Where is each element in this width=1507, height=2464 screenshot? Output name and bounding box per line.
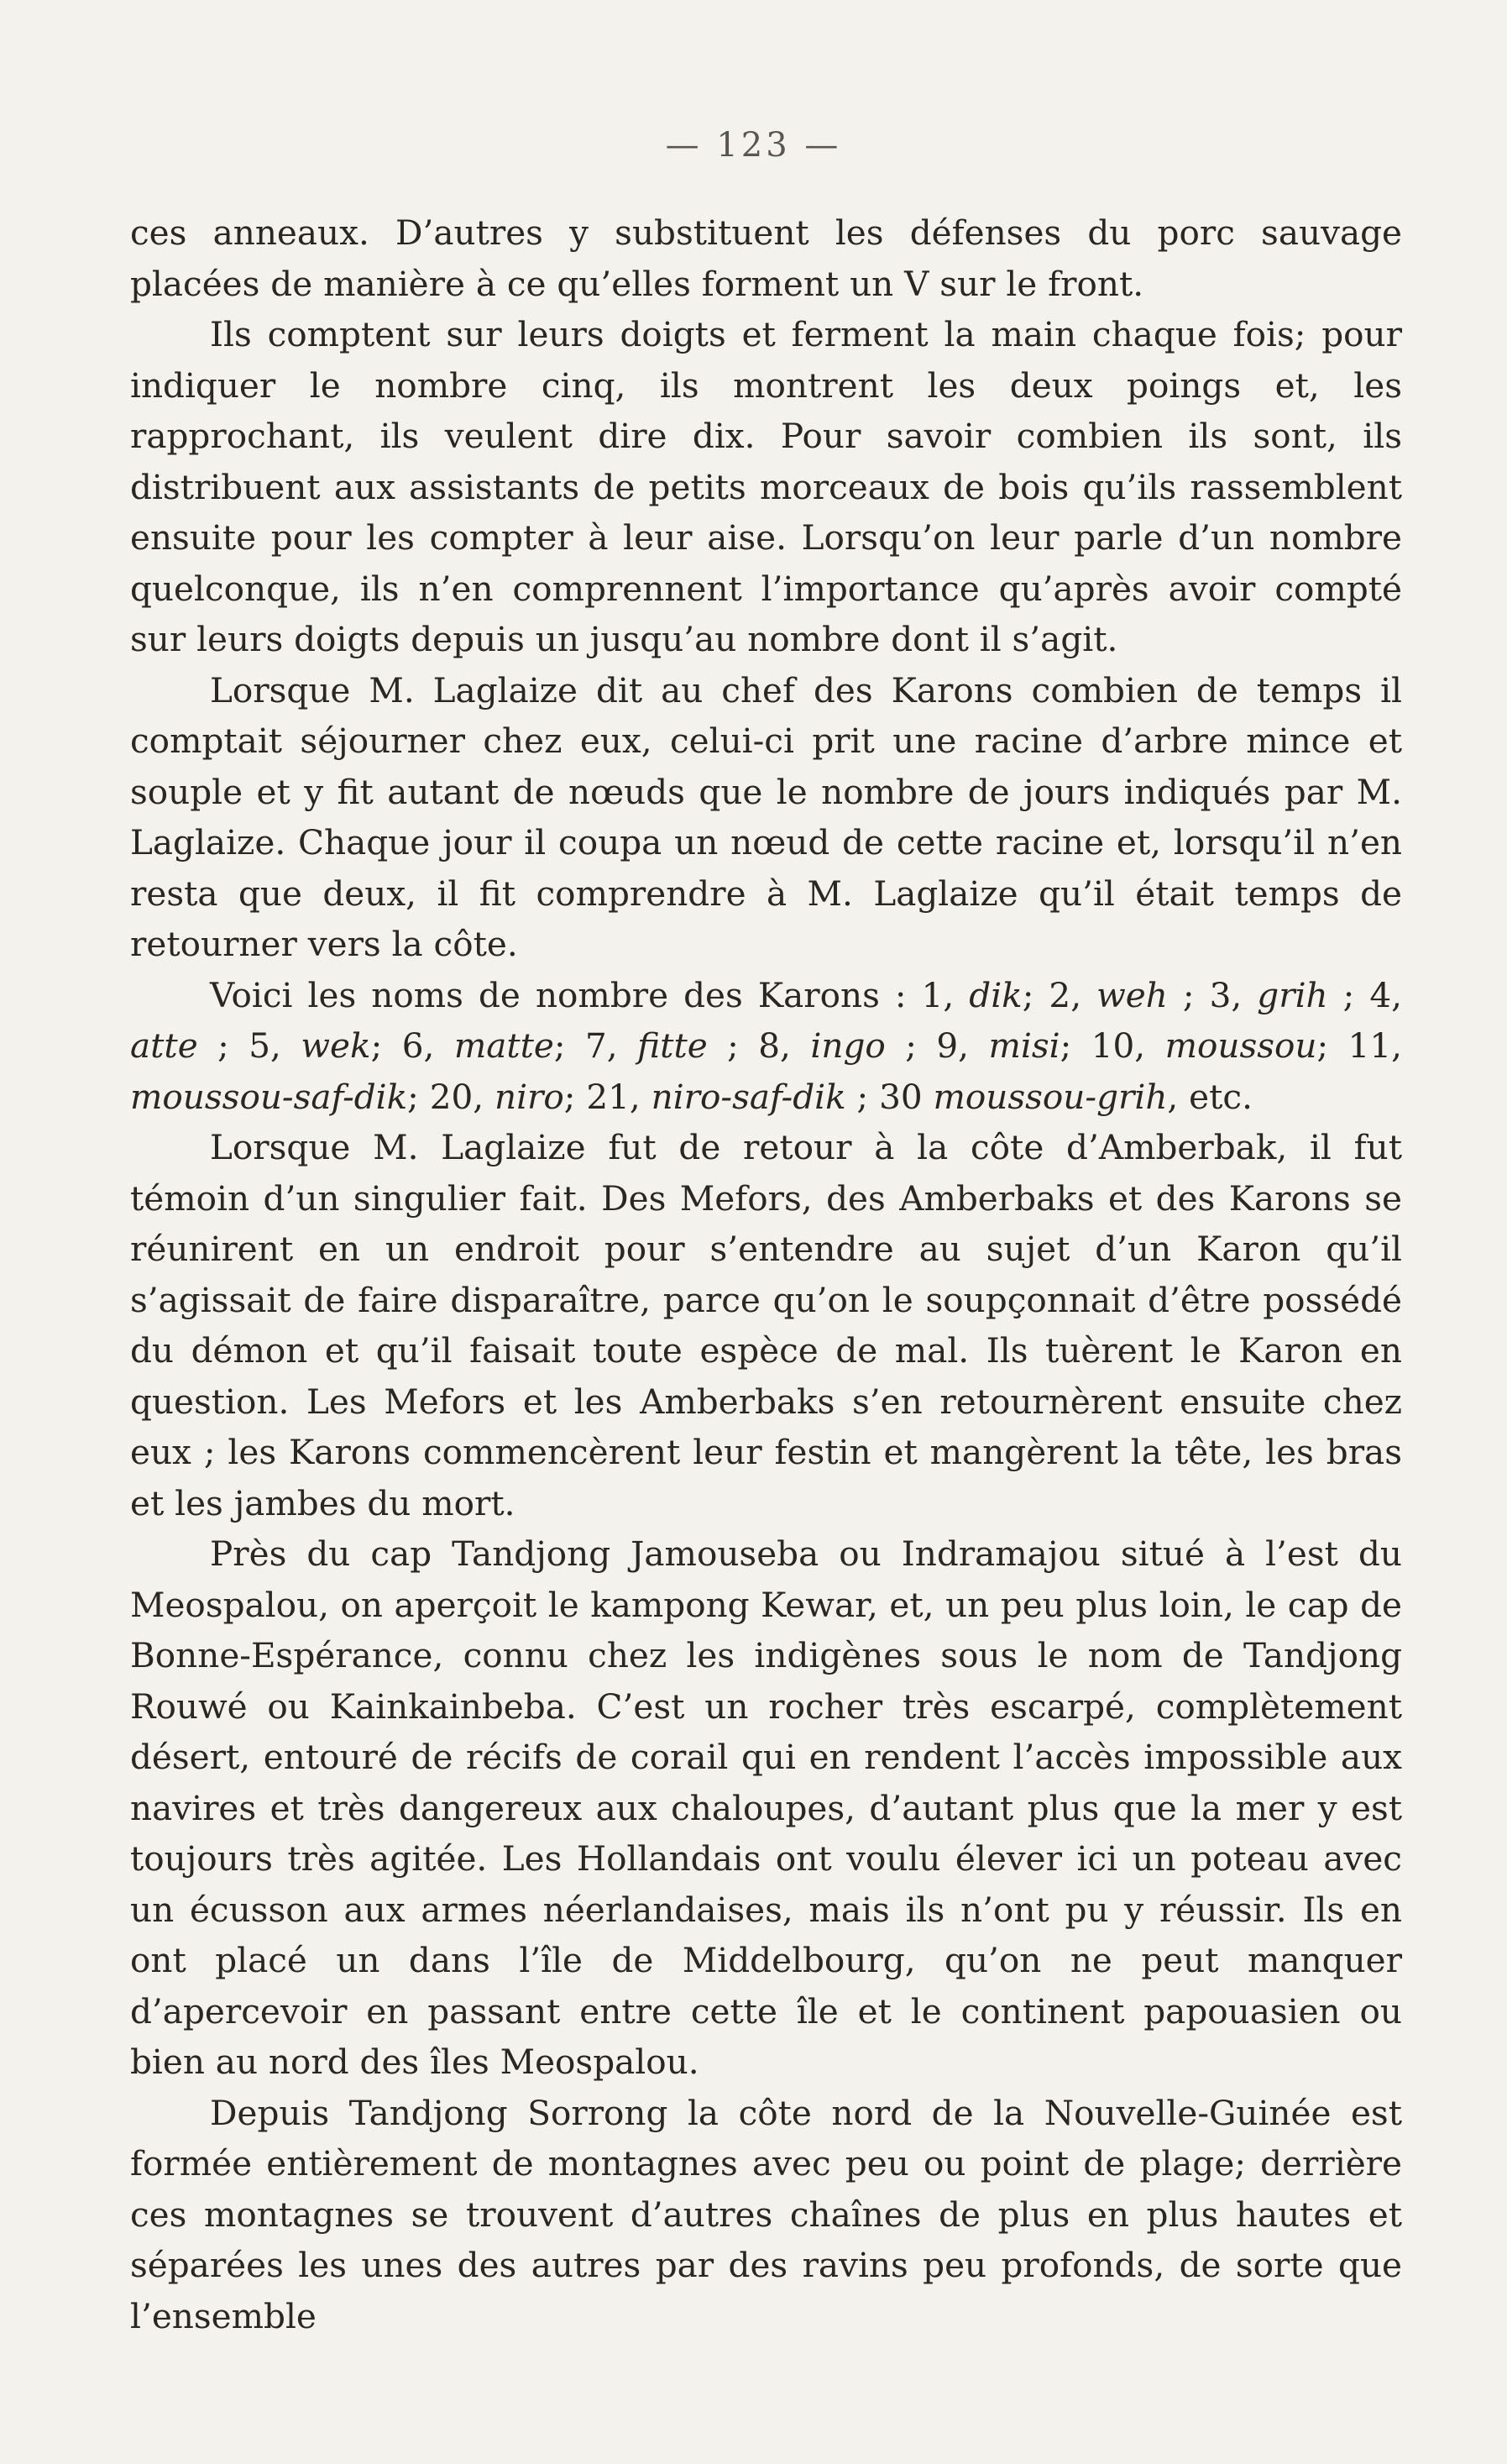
number-separator: ; (885, 1025, 937, 1066)
number-value: 9, (936, 1025, 989, 1066)
number-word: fitte (637, 1025, 708, 1066)
paragraph: Ils comptent sur leurs doigts et ferment la main chaque fois; pour indiquer le nombre cinq, ils montrent les deux poings et, les rapprochant, ils veulent dire dix. Pour savoir combien ils sont, ils distribuent aux assistants de petits morceaux de bois qu’ils rassemblent ensuite pour les compter à leur aise. Lorsqu’on leur parle d’un nombre quelconque, ils n’en comprennent l’importance qu’après avoir compté sur leurs doigts depuis un jusqu’au nombre dont il s’agit. (130, 314, 1402, 659)
page-number: — 123 — (665, 126, 842, 165)
number-names-intro: Voici les noms de nombre des Karons : (210, 974, 922, 1015)
paragraph: Près du cap Tandjong Jamouseba ou Indramajou situé à l’est du Meospalou, on aperçoit le kampong Kewar, et, un peu plus loin, le cap de Bonne-Espérance, connu chez les indigènes sous le nom de Tandjong Rouwé ou Kainkainbeba. C’est un rocher très escarpé, complètement désert, entouré de récifs de corail qui en rendent l’accès impossible aux navires et très dangereux aux chaloupes, d’autant plus que la mer y est toujours très agitée. Les Hollandais ont voulu élever ici un poteau avec un écusson aux armes néerlandaises, mais ils n’ont pu y réussir. Ils en ont placé un dans l’île de Middelbourg, qu’on ne peut manquer d’apercevoir en passant entre cette île et le continent papouasien ou bien au nord des îles Meospalou. (130, 1533, 1402, 2082)
number-value: 1, (921, 974, 970, 1015)
number-value: 30 (879, 1076, 934, 1117)
number-value: 5, (249, 1025, 301, 1066)
number-word: moussou-grih (933, 1076, 1168, 1117)
number-word: atte (130, 1025, 198, 1066)
number-value: 21, (586, 1076, 651, 1117)
number-separator: ; (563, 1076, 587, 1117)
number-word: misi (988, 1025, 1060, 1066)
number-names-paragraph (130, 970, 1402, 1123)
paragraph: Lorsque M. Laglaize fut de retour à la côte d’Amberbak, il fut témoin d’un singulier fait. Des Mefors, des Amberbaks et des Karons se réunirent en un endroit pour s’entendre au sujet d’un Karon qu’il s’agissait de faire disparaître, parce qu’on le soupçonnait d’être possédé du démon et qu’il faisait toute espèce de mal. Ils tuèrent le Karon en question. Les Mefors et les Amberbaks s’en retournèrent ensuite chez eux ; les Karons commencèrent leur festin et mangèrent la tête, les bras et les jambes du mort. (130, 1127, 1402, 1523)
number-separator: ; (1060, 1025, 1091, 1066)
number-value: 4, (1369, 974, 1403, 1015)
number-word: grih (1257, 974, 1328, 1015)
paragraph: Depuis Tandjong Sorrong la côte nord de la Nouvelle-Guinée est formée entièrement de montagnes avec peu ou point de plage; derrière ces montagnes se trouvent d’autres chaînes de plus en plus hautes et séparées les unes des autres par des ravins peu profonds, de sorte que l’ensemble (130, 2092, 1402, 2336)
paragraph: Lorsque M. Laglaize dit au chef des Karons combien de temps il comptait séjourner chez eux, celui-ci prit une racine d’arbre mince et souple et y fit autant de nœuds que le nombre de jours indiqués par M. Laglaize. Chaque jour il coupa un nœud de cette racine et, lorsqu’il n’en resta que deux, il fit comprendre à M. Laglaize qu’il était temps de retourner vers la côte. (130, 669, 1402, 964)
number-separator: ; (1316, 1025, 1348, 1066)
number-value: 20, (429, 1076, 494, 1117)
number-separator: , (1167, 1076, 1190, 1117)
number-separator: ; (197, 1025, 249, 1066)
number-separator: ; (553, 1025, 586, 1066)
number-value: 6, (401, 1025, 454, 1066)
number-separator: ; (407, 1076, 430, 1117)
number-separator: ; (370, 1025, 402, 1066)
number-value: 10, (1091, 1025, 1165, 1066)
paragraph: ces anneaux. D’autres y substituent les défenses du porc sauvage placées de manière à ce qu’elles forment un V sur le front. (130, 212, 1402, 304)
number-word: moussou-saf-dik (130, 1076, 408, 1117)
number-word: wek (301, 1025, 371, 1066)
number-value: 2, (1049, 974, 1097, 1015)
number-word: matte (453, 1025, 554, 1066)
number-word: niro-saf-dik (651, 1076, 846, 1117)
number-value: 7, (585, 1025, 638, 1066)
number-word: ingo (810, 1025, 886, 1066)
number-separator: ; (707, 1025, 759, 1066)
number-word: moussou (1164, 1025, 1317, 1066)
number-value: 3, (1209, 974, 1258, 1015)
number-separator: ; (1022, 974, 1049, 1015)
number-word: weh (1096, 974, 1168, 1015)
number-separator: ; (845, 1076, 880, 1117)
number-names-outro: etc. (1189, 1076, 1253, 1117)
number-word: niro (494, 1076, 564, 1117)
number-separator: ; (1327, 974, 1370, 1015)
number-word: dik (969, 974, 1023, 1015)
body-text (130, 207, 1402, 2341)
number-value: 8, (758, 1025, 811, 1066)
number-separator: ; (1167, 974, 1210, 1015)
number-value: 11, (1347, 1025, 1403, 1066)
